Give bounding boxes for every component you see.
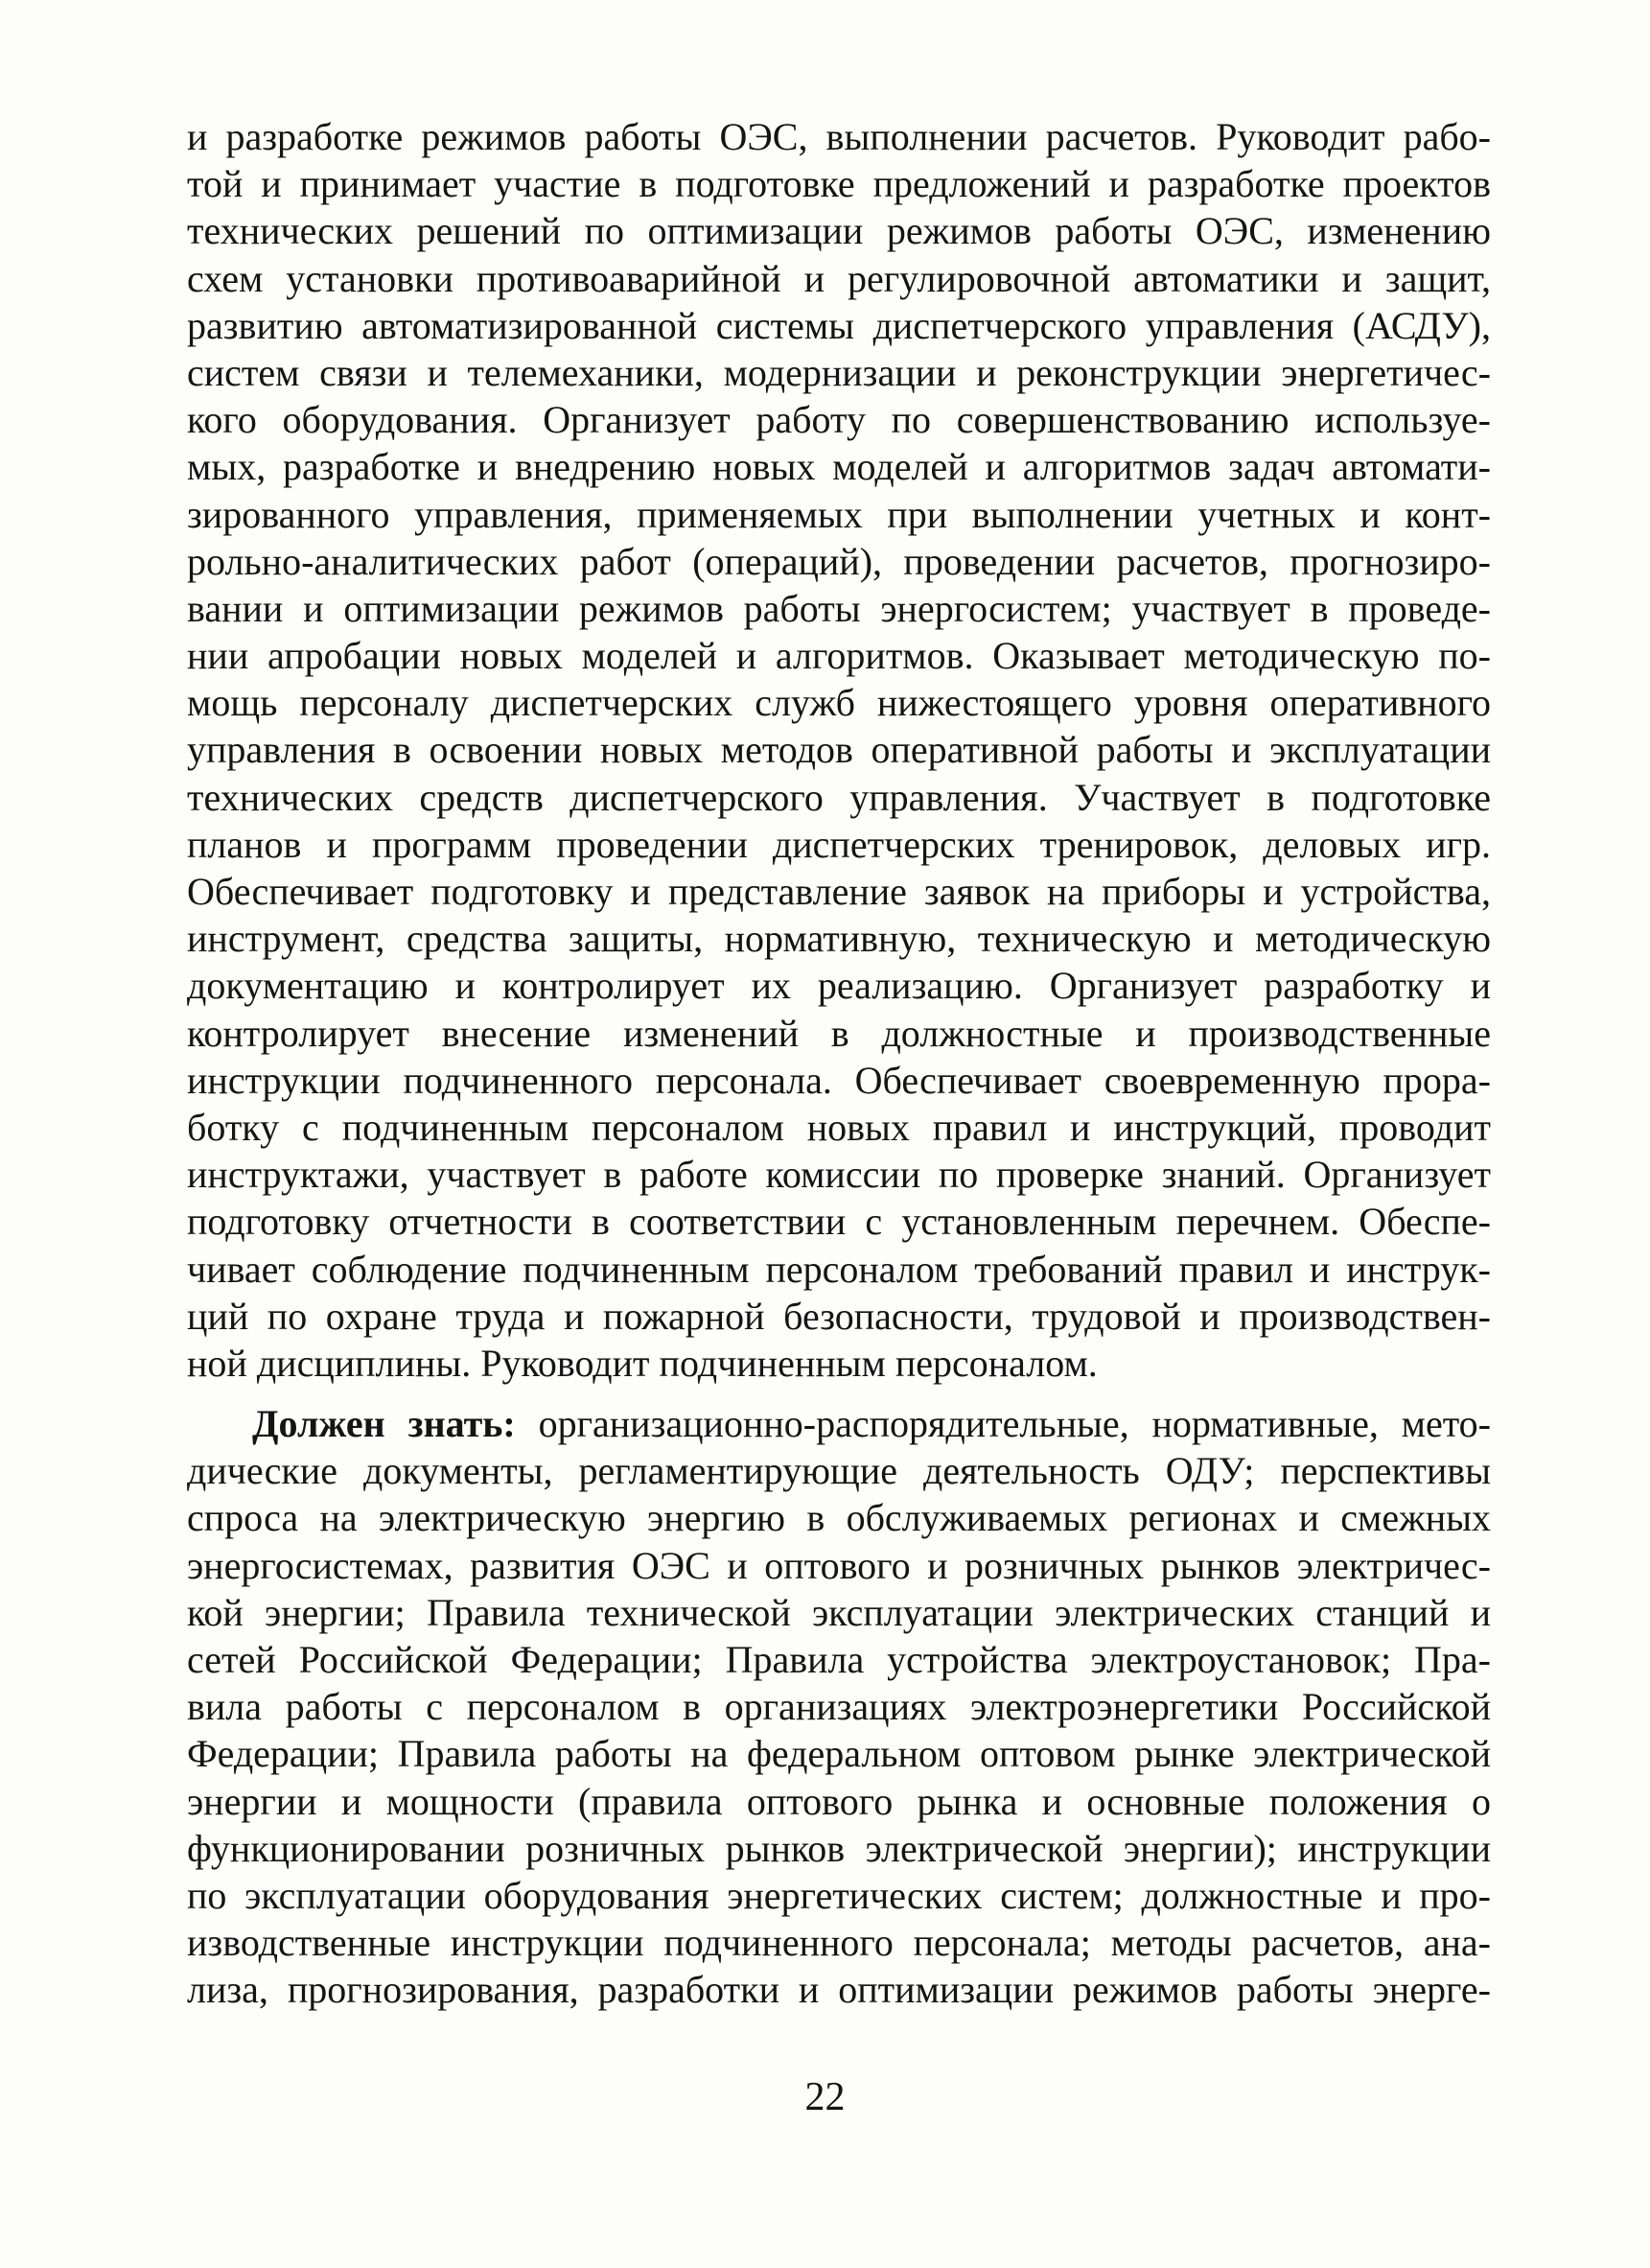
text-line: ботку с подчиненным персоналом новых правил и инструкций, проводит	[187, 1105, 1491, 1149]
text-line	[187, 1400, 1491, 1447]
text-line: мощь персоналу диспетчерских служб нижестоящего уровня оперативного	[187, 681, 1491, 725]
text-line: изводственные инструкции подчиненного персонала; методы расчетов, ана-	[187, 1921, 1491, 1965]
text-line: спроса на электрическую энергию в обслуживаемых регионах и смежных	[187, 1496, 1491, 1540]
text-line: мых, разработке и внедрению новых моделей и алгоритмов задач автомати-	[187, 445, 1491, 489]
text-line: подготовку отчетности в соответствии с установленным перечнем. Обеспе-	[187, 1200, 1491, 1244]
text-line: той и принимает участие в подготовке предложений и разработке проектов	[187, 162, 1491, 206]
text-line: технических решений по оптимизации режимов работы ОЭС, изменению	[187, 209, 1491, 253]
text-line: энергосистемах, развития ОЭС и оптового и розничных рынков электричес-	[187, 1543, 1491, 1587]
paragraph-must-know	[187, 1400, 1491, 2013]
text-line: по эксплуатации оборудования энергетических систем; должностные и про-	[187, 1873, 1491, 1917]
text-line: контролирует внесение изменений в должностные и производственные	[187, 1011, 1491, 1055]
text-line: планов и программ проведении диспетчерских тренировок, деловых игр.	[187, 822, 1491, 866]
text-line: рольно-аналитических работ (операций), проведении расчетов, прогнозиро-	[187, 539, 1491, 583]
paragraph-duties	[187, 113, 1491, 1387]
text-line: схем установки противоаварийной и регулировочной автоматики и защит,	[187, 256, 1491, 300]
text-line: ций по охране труда и пожарной безопасности, трудовой и производствен-	[187, 1294, 1491, 1338]
text-line: Федерации; Правила работы на федеральном оптовом рынке электрической	[187, 1732, 1491, 1776]
text-line: ной дисциплины. Руководит подчиненным персоналом.	[187, 1341, 1098, 1385]
text-line: кого оборудования. Организует работу по совершенствованию используе-	[187, 398, 1491, 442]
body-text	[187, 113, 1491, 2014]
text-line: инструкции подчиненного персонала. Обеспечивает своевременную прора-	[187, 1058, 1491, 1102]
text-line: Обеспечивает подготовку и представление заявок на приборы и устройства,	[187, 870, 1491, 913]
must-know-first-line: организационно-распорядительные, нормативные, мето-	[515, 1402, 1491, 1446]
text-line: нии апробации новых моделей и алгоритмов. Оказывает методическую по-	[187, 634, 1491, 678]
text-line: сетей Российской Федерации; Правила устройства электроустановок; Пра-	[187, 1638, 1491, 1681]
text-line: управления в освоении новых методов оперативной работы и эксплуатации	[187, 728, 1491, 772]
text-line: технических средств диспетчерского управления. Участвует в подготовке	[187, 775, 1491, 819]
text-line: систем связи и телемеханики, модернизации и реконструкции энергетичес-	[187, 350, 1491, 394]
text-line: и разработке режимов работы ОЭС, выполнении расчетов. Руководит рабо-	[187, 115, 1491, 158]
text-line: инструктажи, участвует в работе комиссии по проверке знаний. Организует	[187, 1153, 1491, 1197]
text-line: кой энергии; Правила технической эксплуатации электрических станций и	[187, 1590, 1491, 1634]
text-line: документацию и контролирует их реализацию. Организует разработку и	[187, 964, 1491, 1008]
page-number: 22	[804, 2075, 846, 2119]
text-line: вании и оптимизации режимов работы энергосистем; участвует в проведе-	[187, 586, 1491, 630]
text-line: энергии и мощности (правила оптового рынка и основные положения о	[187, 1779, 1491, 1823]
text-line: зированного управления, применяемых при выполнении учетных и конт-	[187, 492, 1491, 536]
text-line: развитию автоматизированной системы диспетчерского управления (АСДУ),	[187, 303, 1491, 347]
text-line: инструмент, средства защиты, нормативную, техническую и методическую	[187, 917, 1491, 961]
text-line: чивает соблюдение подчиненным персоналом требований правил и инструк-	[187, 1247, 1491, 1291]
text-line: дические документы, регламентирующие деятельность ОДУ; перспективы	[187, 1449, 1491, 1493]
must-know-heading: Должен знать:	[252, 1402, 516, 1446]
text-line: функционировании розничных рынков электрической энергии); инструкции	[187, 1826, 1491, 1870]
text-line: лиза, прогнозирования, разработки и оптимизации режимов работы энерге-	[187, 1968, 1491, 2012]
paragraph-gap	[187, 1387, 1491, 1400]
text-line: вила работы с персоналом в организациях электроэнергетики Российской	[187, 1685, 1491, 1729]
